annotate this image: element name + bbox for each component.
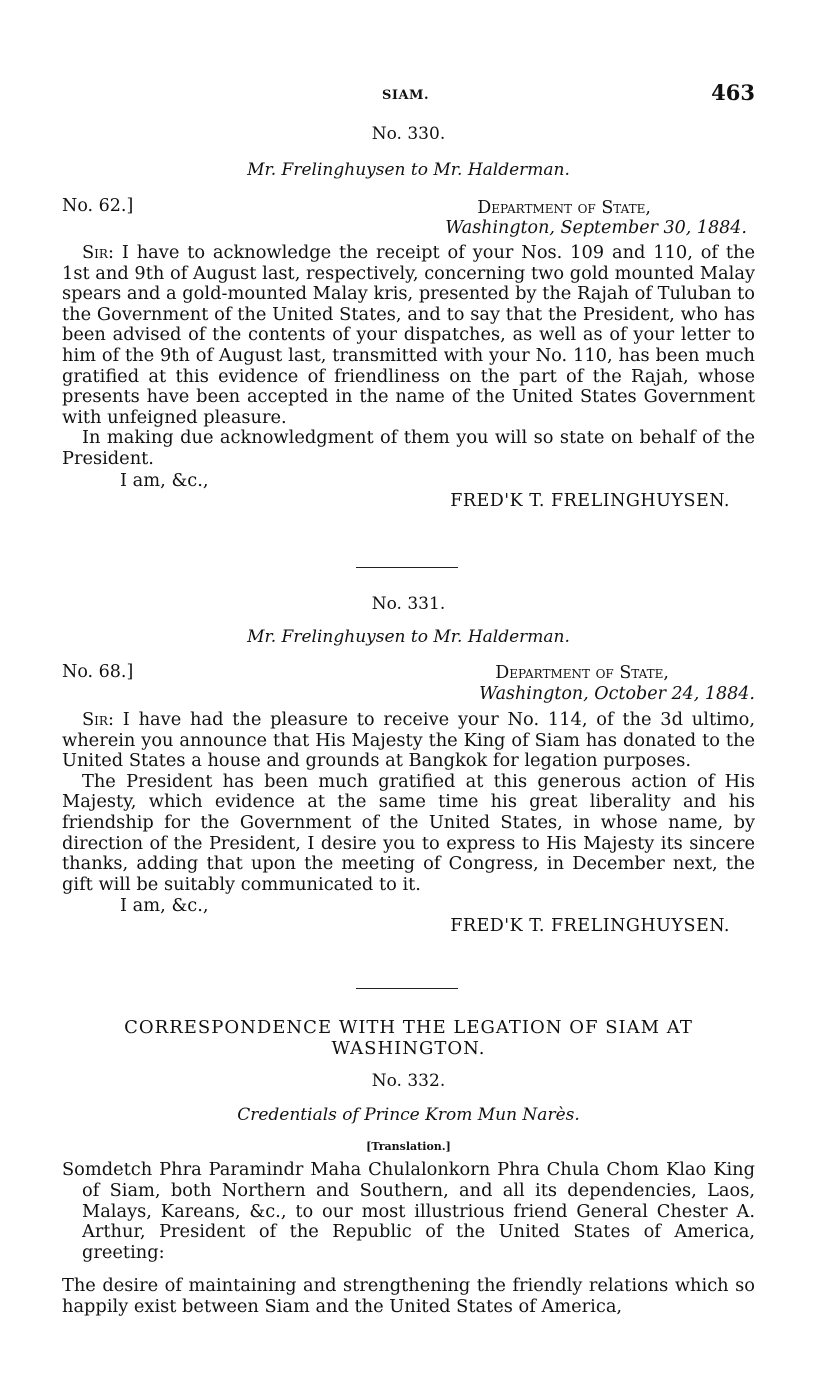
section-body-2	[62, 1276, 755, 1318]
section-divider	[356, 988, 458, 989]
letter2-body	[62, 710, 755, 936]
letter1-closing: I am, &c.,	[120, 469, 209, 491]
letter1-para2: In making due acknowledgment of them you will so state on behalf of the President.	[62, 427, 755, 469]
letter2-from-to: Mr. Frelinghuysen to Mr. Halderman.	[247, 627, 570, 647]
translation-note: [Translation.]	[366, 1140, 451, 1153]
section-heading: CORRESPONDENCE WITH THE LEGATION OF SIAM AT WASHINGTON.	[124, 1017, 693, 1059]
section-para1: Somdetch Phra Paramindr Maha Chulalonkorn Phra Chula Chom Klao King of Siam, both Northern and Southern, and all its dependencies, Laos, Malays, Kareans, &c., to our most illustrious friend General Chester A. Arthur, President of the Republic of the United States of America, greeting:	[62, 1159, 755, 1264]
letter1-dispatch-no: No. 62.]	[62, 196, 134, 216]
letter1-para1	[62, 243, 755, 428]
letter2-place-date: Washington, October 24, 1884.	[479, 684, 755, 704]
section-body	[62, 1160, 755, 1264]
letter1-signature: FRED'K T. FRELINGHUYSEN.	[450, 490, 730, 511]
section-number: No. 332.	[371, 1071, 446, 1091]
page-number: 463	[711, 80, 755, 105]
letter2-para2: The President has been much gratified at this generous action of His Majesty, which evidence at the same time his great liberality and his friendship for the Government of the United States, in whose name, by direction of the President, I desire you to express to His Majesty its sincere thanks, adding that upon the meeting of Congress, in December next, the gift will be suitably communicated to it.	[62, 770, 755, 895]
letter1-department: Department of State,	[477, 198, 651, 218]
letter1-salutation: Sir:	[82, 242, 114, 263]
section-title: Credentials of Prince Krom Mun Narès.	[237, 1105, 580, 1125]
letter2-dispatch-no: No. 68.]	[62, 662, 134, 682]
letter2-department: Department of State,	[495, 663, 669, 683]
running-head-title: SIAM.	[382, 88, 429, 103]
letter2-number: No. 331.	[371, 594, 446, 614]
running-head	[62, 80, 755, 110]
letter2-signature: FRED'K T. FRELINGHUYSEN.	[450, 916, 730, 937]
letter1-place-date: Washington, September 30, 1884.	[445, 218, 747, 238]
section-divider	[356, 567, 458, 568]
letter2-closing: I am, &c.,	[120, 895, 209, 917]
section-para2: The desire of maintaining and strengthening the friendly relations which so happily exist between Siam and the United States of America,	[62, 1275, 755, 1317]
letter1-from-to: Mr. Frelinghuysen to Mr. Halderman.	[247, 160, 570, 180]
letter2-salutation: Sir:	[82, 709, 114, 730]
letter2-para1	[62, 710, 755, 772]
letter1-body	[62, 243, 755, 511]
letter1-number: No. 330.	[371, 124, 446, 144]
letter2-para1-text: I have had the pleasure to receive your No. 114, of the 3d ultimo, wherein you announce that His Majesty the King of Siam has donated to the United States a house and grounds at Bangkok for legation purposes.	[62, 709, 755, 772]
letter1-para1-text: I have to acknowledge the receipt of your Nos. 109 and 110, of the 1st and 9th of August last, respectively, concerning two gold mounted Malay spears and a gold-mounted Malay kris, presented by the Rajah of Tuluban to the Government of the United States, and to say that the President, who has been advised of the contents of your dispatches, as well as of your letter to him of the 9th of August last, transmitted with your No. 110, has been much gratified at this evidence of friendliness on the part of the Rajah, whose presents have been accepted in the name of the United States Government with unfeigned pleasure.	[62, 242, 755, 428]
